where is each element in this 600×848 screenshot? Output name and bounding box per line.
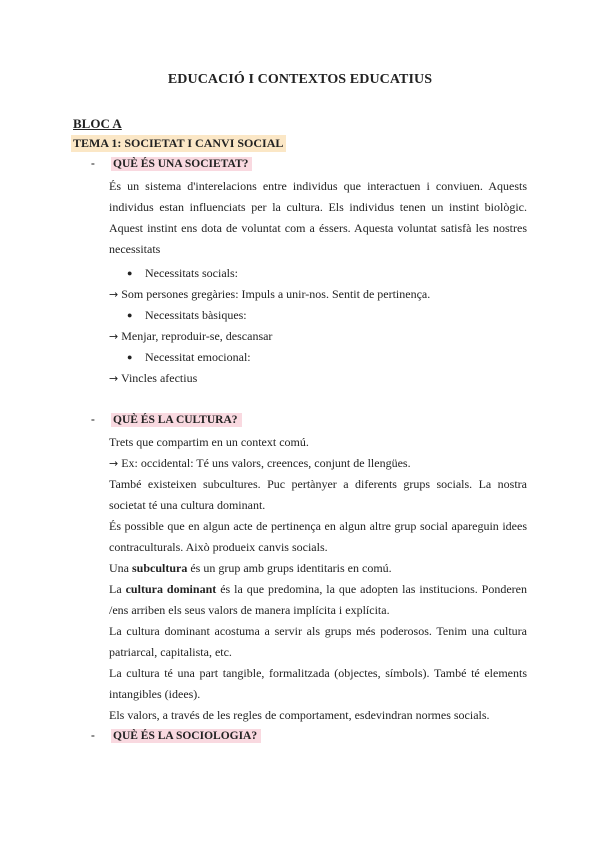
paragraph-societat: És un sistema d'interelacions entre individus que interactuen i conviuen. Aquests individus estan influenciats per la cultura. Els individus tenen un instint biològic. Aquest instint ens dota de voluntat com a éssers. Aquesta voluntat satisfà les nostres necessitats xyxy=(109,179,527,256)
bullet-text: Necessitat emocional: xyxy=(145,350,251,364)
arrow-line xyxy=(109,326,527,347)
paragraph-subcultura-definition xyxy=(109,558,527,579)
section-heading-sociologia xyxy=(91,730,261,742)
arrow-right-icon: → xyxy=(109,457,119,470)
paragraph-tangible: La cultura té una part tangible, formalitzada (objectes, símbols). També té elements intangibles (idees). xyxy=(109,666,527,701)
arrow-text: Som persones gregàries: Impuls a unir-nos. Sentit de pertinença. xyxy=(121,287,431,301)
section-heading-societat xyxy=(91,158,252,170)
arrow-right-icon: → xyxy=(109,330,119,343)
arrow-text: Menjar, reproduir-se, descansar xyxy=(121,329,273,343)
paragraph-cultura-dominant xyxy=(109,579,527,621)
arrow-line xyxy=(109,453,527,474)
paragraph-grups-poderosos: La cultura dominant acostuma a servir als grups més poderosos. Tenim una cultura patriarcal, capitalista, etc. xyxy=(109,624,527,659)
dash-marker: - xyxy=(91,414,95,426)
text-span: és un grup amb grups identitaris en comú. xyxy=(190,561,392,575)
heading-text: QUÈ ÉS LA SOCIOLOGIA? xyxy=(111,729,261,743)
arrow-text: Vincles afectius xyxy=(121,371,198,385)
bullet-icon: ● xyxy=(127,352,133,362)
paragraph-contraculturals: És possible que en algun acte de pertinença en algun altre grup social apareguin idees contraculturals. Això produeix canvis socials. xyxy=(109,519,527,554)
bold-term: cultura dominant xyxy=(125,582,217,596)
text-span: Una xyxy=(109,561,129,575)
bullet-text: Necessitats bàsiques: xyxy=(145,308,247,322)
arrow-line xyxy=(109,284,527,305)
bullet-text: Necessitats socials: xyxy=(145,266,238,280)
bold-term: subcultura xyxy=(132,561,188,575)
arrow-line xyxy=(109,368,527,389)
document-title: EDUCACIÓ I CONTEXTOS EDUCATIUS xyxy=(167,72,433,87)
bullet-item xyxy=(127,305,247,326)
heading-text: QUÈ ÉS UNA SOCIETAT? xyxy=(111,157,252,171)
bloc-heading: BLOC A xyxy=(73,116,122,131)
heading-text: QUÈ ÉS LA CULTURA? xyxy=(111,413,242,427)
bullet-icon: ● xyxy=(127,310,133,320)
paragraph-subcultures: També existeixen subcultures. Puc pertànyer a diferents grups socials. La nostra societat té una cultura dominant. xyxy=(109,477,527,512)
arrow-text: Ex: occidental: Té uns valors, creences, conjunt de llengües. xyxy=(121,456,411,470)
paragraph-valors: Els valors, a través de les regles de comportament, esdevindran normes socials. xyxy=(109,708,490,722)
text-span: és la que predomina, la que adopten las institucions. Ponderen /ens arriben els seus valors de manera implícita i explícita. xyxy=(109,582,528,617)
dash-marker: - xyxy=(91,730,95,742)
section-heading-cultura xyxy=(91,414,242,426)
bullet-item xyxy=(127,347,251,368)
cultura-definition: Trets que compartim en un context comú. xyxy=(109,435,309,449)
tema-heading: TEMA 1: SOCIETAT I CANVI SOCIAL xyxy=(71,135,286,152)
arrow-right-icon: → xyxy=(109,372,119,385)
dash-marker: - xyxy=(91,158,95,170)
bullet-item xyxy=(127,263,238,284)
bullet-icon: ● xyxy=(127,268,133,278)
arrow-right-icon: → xyxy=(109,288,119,301)
text-span: La xyxy=(109,582,122,596)
